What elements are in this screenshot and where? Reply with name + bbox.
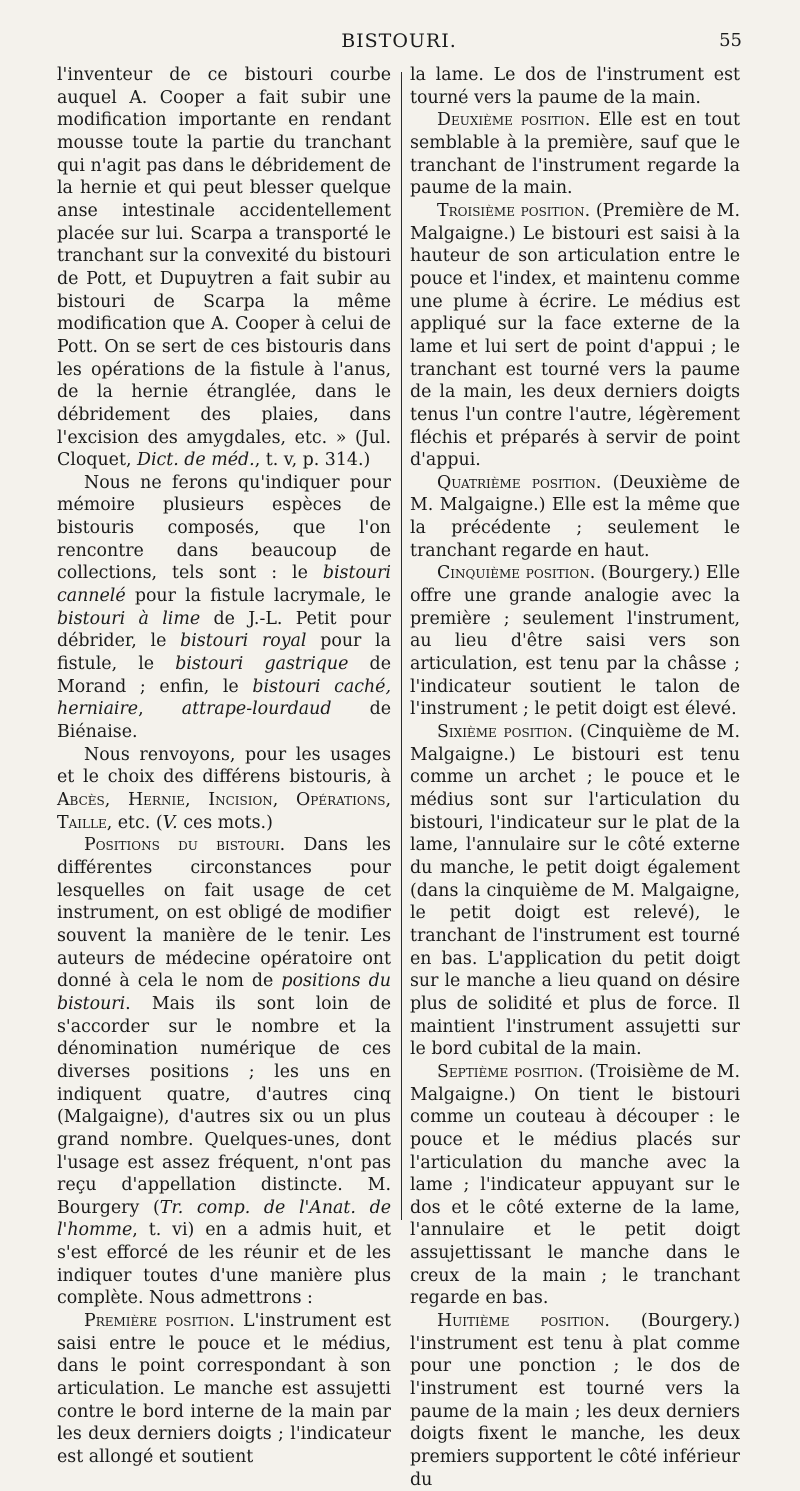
italic-text: positions du bistouri: [57, 971, 391, 1014]
running-title: BISTOURI.: [341, 30, 457, 52]
text-run: (Troisième de M. Malgaigne.) On tient le bistouri comme un couteau à découper : le pouce et le médius placés sur l'articulation du manche avec la lame ; l'indicateur appuyant sur le dos et le côté externe de la lame, l'annulaire et le petit doigt assujettissant le manche dans le creux de la main ; le tranchant regarde en bas.: [410, 1061, 740, 1309]
text-run: Elle est en tout semblable à la première, sauf que le tranchant de l'instrument regarde la paume de la main.: [410, 110, 740, 199]
text-run: L'instrument est saisi entre le pouce et le médius, dans le point correspondant à son articulation. Le manche est assujetti contre le bord interne de la main par les deux derniers doigts ; l'indicateur est allongé et soutient: [57, 1311, 391, 1468]
text-run: de Biénaise.: [57, 699, 391, 743]
section-heading: Première position.: [84, 1311, 235, 1332]
italic-text: Dict. de méd.: [137, 450, 255, 471]
italic-text: Tr. comp. de l'Anat. de l'homme: [57, 1197, 391, 1241]
page-number: 55: [719, 30, 742, 51]
left-column: [57, 64, 391, 1469]
text-run: (Première de M. Malgaigne.) Le bistouri est saisi à la hauteur de son articulation entre le pouce et l'index, et maintenu comme une plume à écrire. Le médius est appliqué sur la face externe de la lame et lui sert de point d'appui ; le tranchant est tourné vers la paume de la main, les deux derniers doigts tenus l'un contre l'autre, légèrement fléchis et préparés à servir de point d'appui.: [410, 200, 740, 471]
text-run: pour la fistule lacrymale, le: [125, 586, 391, 607]
paragraph: [57, 1310, 391, 1469]
paragraph: [410, 109, 740, 200]
paragraph: [57, 472, 391, 744]
text-run: , t. vi) en a admis huit, et s'est efforcé de les réunir et de les indiquer toutes d'une manière plus complète. Nous admettrons :: [57, 1220, 391, 1309]
section-heading: Sixième position.: [437, 722, 574, 743]
text-run: Nous renvoyons, pour les usages et le choix des différens bistouris, à: [57, 744, 391, 788]
italic-text: attrape-lourdaud: [181, 699, 332, 720]
section-heading: Septième position.: [437, 1061, 584, 1082]
paragraph: [410, 1061, 740, 1310]
section-heading: Troisième position.: [437, 200, 591, 221]
text-run: ,: [138, 699, 182, 720]
paragraph: [410, 562, 740, 721]
page-header: [56, 30, 742, 56]
section-heading: Quatrième position.: [437, 472, 602, 493]
text-run: ces mots.): [177, 812, 273, 833]
section-heading: Cinquième position.: [437, 563, 596, 584]
section-heading: Huitième position.: [437, 1311, 610, 1332]
text-run: (Deuxième de M. Malgaigne.) Elle est la même que la précédente ; seulement le tranchant regarde en haut.: [410, 472, 740, 561]
paragraph: [57, 64, 391, 472]
paragraph: [57, 834, 391, 1310]
italic-text: bistouri gastrique: [175, 654, 349, 675]
paragraph: [410, 721, 740, 1061]
italic-text: bistouri caché, herniaire: [57, 676, 391, 720]
text-run: (Bourgery.) Elle offre une grande analogie avec la première ; seulement l'instrument, au lieu d'être saisi vers son articulation, est tenu par la châsse ; l'indicateur soutient le talon de l'instrument ; le petit doigt est élevé.: [410, 563, 740, 720]
paragraph: [57, 744, 391, 835]
paragraph: [410, 200, 740, 472]
text-run: Dans les différentes circonstances pour lesquelles on fait usage de cet instrument, on est obligé de modifier souvent la manière de le tenir. Les auteurs de médecine opératoire ont donné à cela le nom de: [57, 835, 391, 992]
paragraph: [410, 472, 740, 563]
italic-text: bistouri à lime: [57, 608, 201, 629]
text-run: pour la fistule, le: [57, 631, 391, 675]
italic-text: bistouri royal: [180, 631, 307, 652]
text-run: , etc. (: [106, 812, 163, 833]
text-run: (Cinquième de M. Malgaigne.) Le bistouri est tenu comme un archet ; le pouce et le médius sont sur l'articulation du bistouri, l'indicateur sur le plat de la lame, l'annulaire sur le côté externe du manche, le petit doigt également (dans la cinquième de M. Malgaigne, le petit doigt est relevé), le tranchant de l'instrument est tourné en bas. L'application du petit doigt sur le manche a lieu quand on désire plus de solidité et plus de force. Il maintient l'instrument assujetti sur le bord cubital de la main.: [410, 722, 740, 1060]
text-run: la lame. Le dos de l'instrument est tourné vers la paume de la main.: [410, 65, 740, 108]
text-run: , t. v, p. 314.): [254, 450, 371, 471]
paragraph: [410, 1310, 740, 1491]
text-run: l'inventeur de ce bistouri courbe auquel A. Cooper a fait subir une modification importante en rendant mousse toute la partie du tranchant qui n'agit pas dans le débridement de la hernie et qui peut blesser quelque anse intestinale accidentellement placée sur lui. Scarpa a transporté le tranchant sur la convexité du bistouri de Pott, et Dupuytren a fait subir au bistouri de Scarpa la même modification que A. Cooper à celui de Pott. On se sert de ces bistouris dans les opérations de la fistule à l'anus, de la hernie étranglée, dans le débridement des plaies, dans l'excision des amygdales, etc. » (Jul. Cloquet,: [57, 65, 391, 471]
text-run: Nous ne ferons qu'indiquer pour mémoire plusieurs espèces de bistouris composés, que l'on rencontre dans beaucoup de collections, tels sont : le: [57, 472, 391, 584]
italic-text: V.: [162, 812, 178, 833]
section-heading: Positions du bistouri.: [84, 835, 286, 856]
paragraph: [410, 64, 740, 109]
column-divider: [401, 72, 402, 1220]
text-run: (Bourgery.) l'instrument est tenu à plat comme pour une ponction ; le dos de l'instrument est tourné vers la paume de la main ; les deux derniers doigts fixent le manche, les deux premiers supportent le côté inférieur du: [410, 1311, 740, 1490]
section-heading: Deuxième position.: [437, 110, 591, 131]
text-run: de J.-L. Petit pour débrider, le: [57, 608, 391, 652]
section-heading: Abcès, Hernie, Incision, Opérations, Taille: [57, 790, 391, 833]
italic-text: bistouri cannelé: [57, 563, 391, 607]
right-column: [410, 64, 740, 1491]
text-run: de Morand ; enfin, le: [57, 654, 391, 697]
text-run: . Mais ils sont loin de s'accorder sur le nombre et la dénomination numérique de ces diverses positions ; les uns en indiquent quatre, d'autres cinq (Malgaigne), d'autres six ou un plus grand nombre. Quelques-unes, dont l'usage est assez fréquent, n'ont pas reçu d'appellation distincte. M. Bourgery (: [57, 993, 391, 1218]
